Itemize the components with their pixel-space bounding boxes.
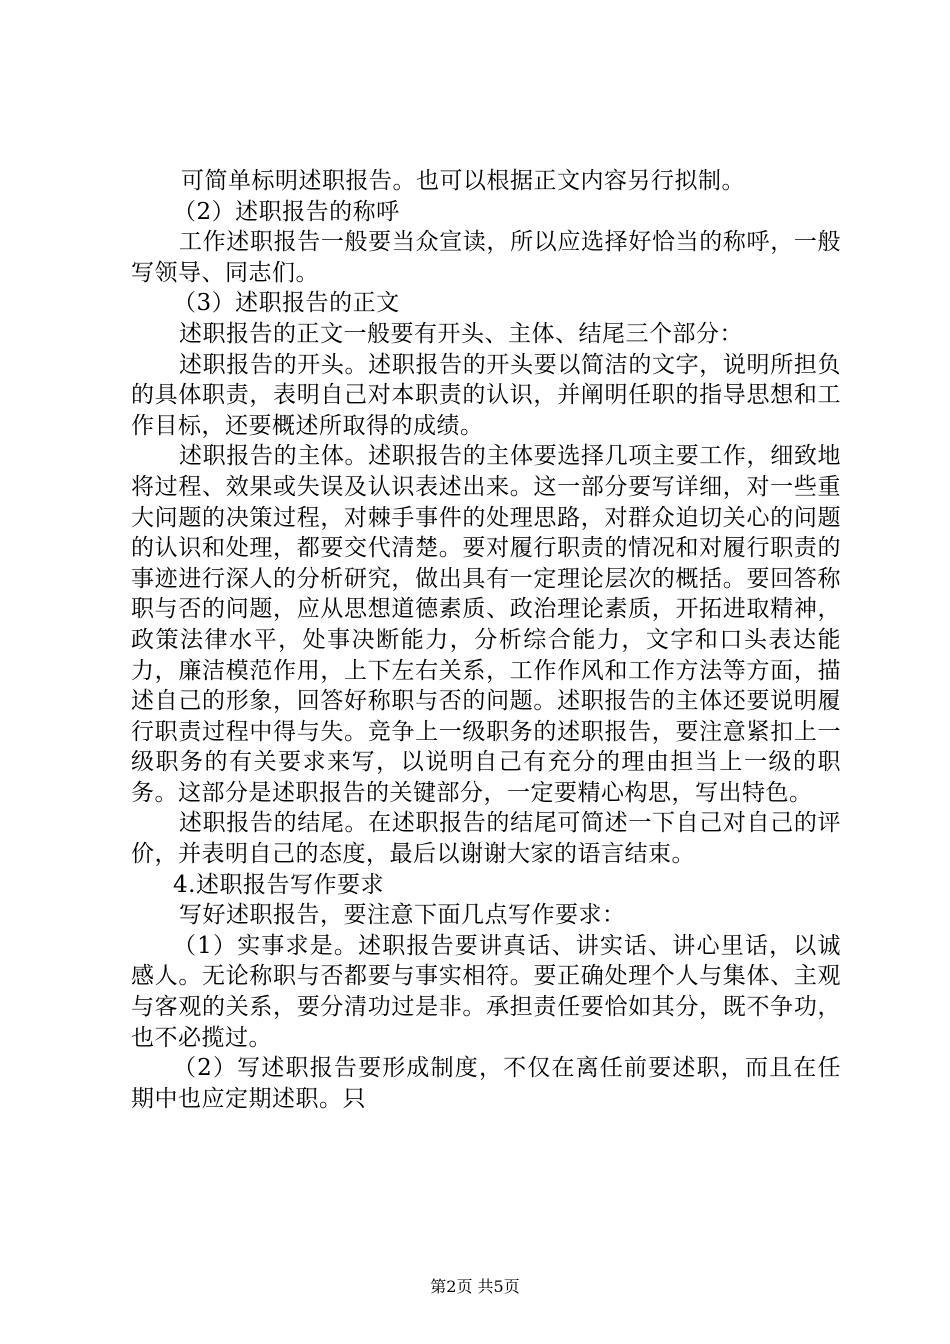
paragraph: 述职报告的开头。述职报告的开头要以简洁的文字，说明所担负的具体职责，表明自己对本职责的认识，并阐明任职的指导思想和工作目标，还要概述所取得的成绩。: [131, 351, 841, 439]
paragraph: 述职报告的结尾。在述职报告的结尾可简述一下自己对自己的评价，并表明自己的态度，最后以谢谢大家的语言结束。: [131, 810, 841, 868]
document-body: [131, 166, 841, 1114]
paragraph: 述职报告的主体。述职报告的主体要选择几项主要工作，细致地将过程、效果或失误及认识表述出来。这一部分要写详细，对一些重大问题的决策过程，对棘手事件的处理思路，对群众迫切关心的问题的认识和处理，都要交代清楚。要对履行职责的情况和对履行职责的事迹进行深人的分析研究，做出具有一定理论层次的概括。要回答称职与否的问题，应从思想道德素质、政治理论素质，开拓进取精神，政策法律水平，处事决断能力，分析综合能力，文字和口头表达能力，廉洁模范作用，上下左右关系，工作作风和工作方法等方面，描述自己的形象，回答好称职与否的问题。述职报告的主体还要说明履行职责过程中得与失。竞争上一级职务的述职报告，要注意紧扣上一级职务的有关要求来写，以说明自己有充分的理由担当上一级的职务。这部分是述职报告的关键部分，一定要精心构思，写出特色。: [131, 443, 841, 806]
paragraph: （1）实事求是。述职报告要讲真话、讲实话、讲心里话，以诚感人。无论称职与否都要与事实相符。要正确处理个人与集体、主观与客观的关系，要分清功过是非。承担责任要恰如其分，既不争功，也不必揽过。: [131, 932, 841, 1051]
section-heading: （2）述职报告的称呼: [173, 198, 400, 225]
paragraph: 可简单标明述职报告。也可以根据正文内容另行拟制。: [181, 168, 745, 194]
section-heading: （3）述职报告的正文: [173, 290, 400, 317]
paragraph: （2）写述职报告要形成制度，不仅在离任前要述职，而且在任期中也应定期述职。只: [131, 1055, 841, 1112]
page-number-footer: 第2页 共5页: [430, 1277, 520, 1296]
paragraph: 写好述职报告，要注意下面几点写作要求：: [179, 902, 626, 929]
paragraph: 工作述职报告一般要当众宣读，所以应选择好恰当的称呼，一般写领导、同志们。: [131, 229, 841, 286]
paragraph: 述职报告的正文一般要有开头、主体、结尾三个部分：: [179, 320, 743, 347]
section-heading: 4.述职报告写作要求: [173, 871, 384, 898]
